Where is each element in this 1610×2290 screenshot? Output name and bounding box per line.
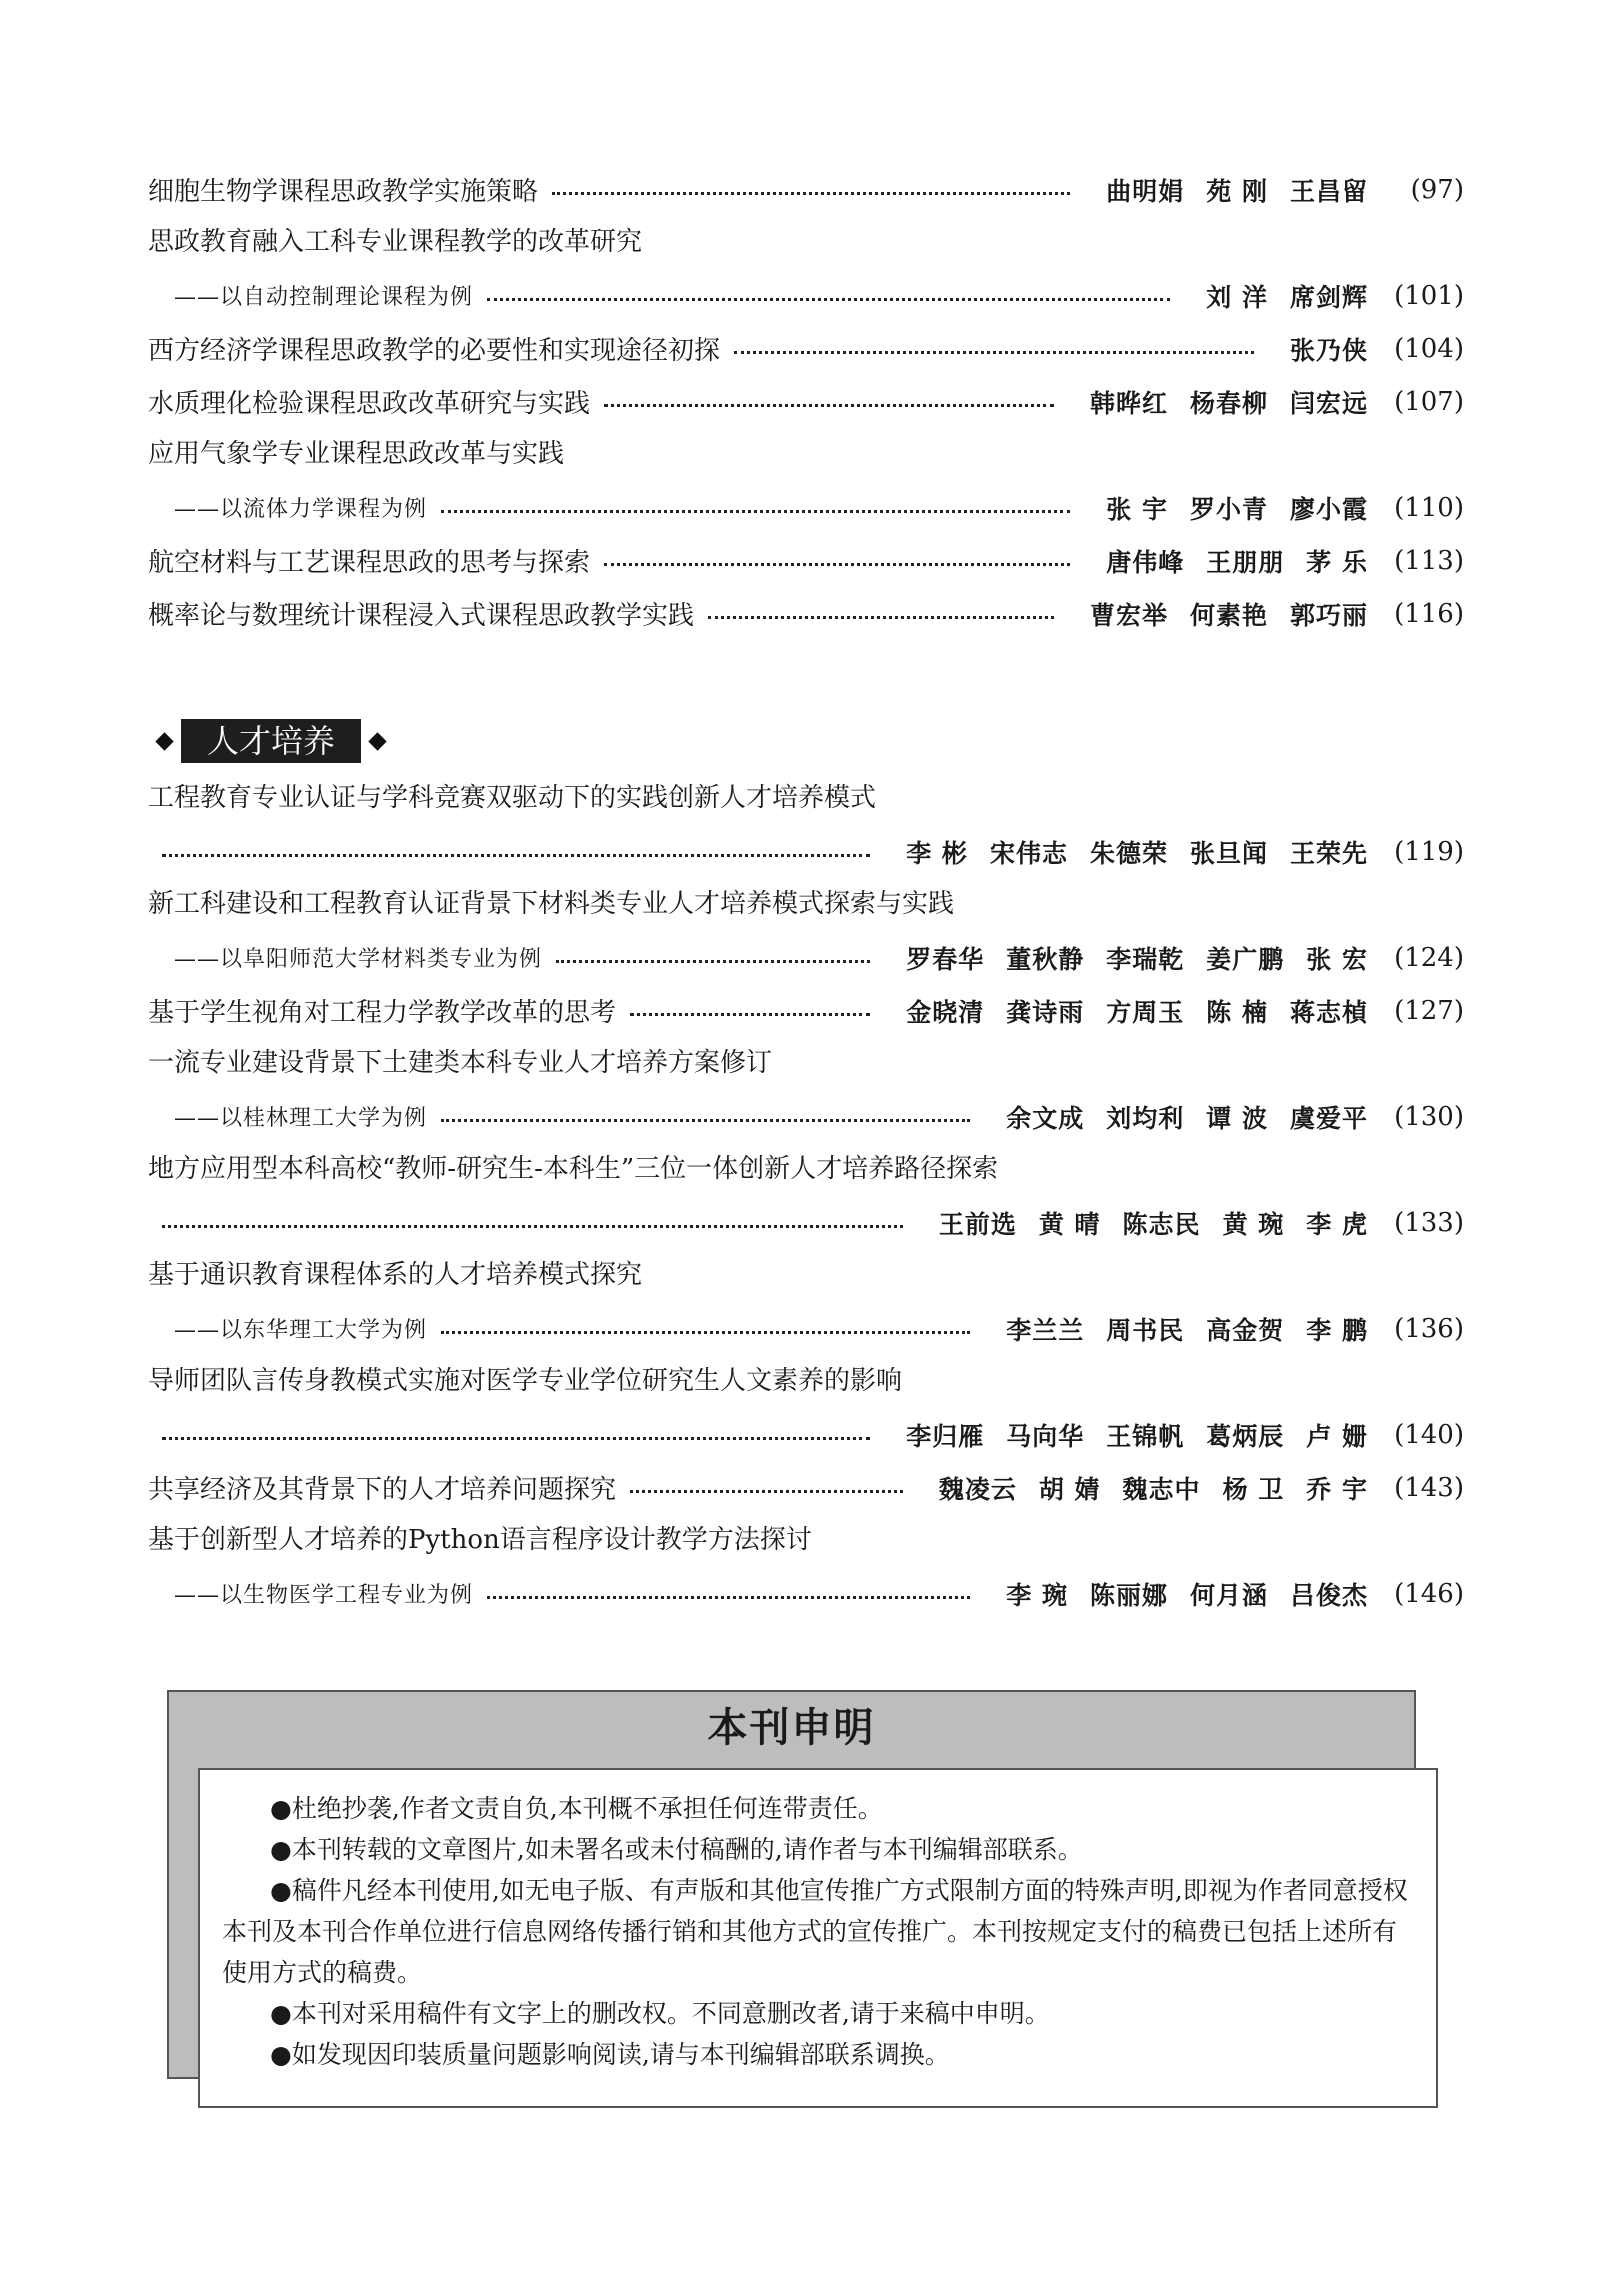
author-name: 卢 姗 <box>1306 1421 1368 1451</box>
dot-leader <box>441 510 1070 513</box>
page-number: (127) <box>1394 995 1464 1026</box>
toc-entry <box>148 587 1464 640</box>
author-name: 何月涵 <box>1189 1580 1268 1610</box>
author-name: 方周玉 <box>1106 997 1185 1027</box>
entry-authors <box>884 940 1368 976</box>
toc-entry <box>148 375 1464 428</box>
entry-subtitle: ——以东华理工大学为例 <box>174 1318 428 1343</box>
toc-entry <box>148 878 1464 984</box>
entry-authors <box>1068 384 1368 420</box>
entry-authors <box>1068 596 1368 632</box>
entry-title: 一流专业建设背景下土建类本科专业人才培养方案修订 <box>148 1048 773 1078</box>
author-name: 张旦闻 <box>1189 838 1268 868</box>
notice-item: ●杜绝抄袭,作者文责自负,本刊概不承担任何连带责任。 <box>270 1794 883 1823</box>
notice-item: ●本刊转载的文章图片,如未署名或未付稿酬的,请作者与本刊编辑部联系。 <box>270 1835 1083 1864</box>
dot-leader <box>734 351 1254 354</box>
entry-authors <box>1084 543 1368 579</box>
notice-title: 本刊申明 <box>707 1705 876 1751</box>
author-name: 魏志中 <box>1122 1474 1201 1504</box>
entry-row <box>148 931 1464 984</box>
entry-subtitle: ——以桂林理工大学为例 <box>174 1106 428 1131</box>
author-name: 董秋静 <box>1006 944 1085 974</box>
author-name: 余文成 <box>1006 1103 1085 1133</box>
dot-leader <box>487 298 1170 301</box>
author-name: 席剑辉 <box>1289 282 1368 312</box>
entry-authors <box>884 834 1368 870</box>
page-number: (136) <box>1394 1313 1464 1344</box>
page-number: (97) <box>1410 174 1464 205</box>
author-name: 何素艳 <box>1189 600 1268 630</box>
dot-leader <box>630 1490 903 1493</box>
toc-entry <box>148 1143 1464 1249</box>
author-name: 周书民 <box>1106 1315 1185 1345</box>
entry-authors <box>984 1099 1368 1135</box>
author-name: 廖小霞 <box>1289 494 1368 524</box>
entry-title: 基于学生视角对工程力学教学改革的思考 <box>148 998 617 1028</box>
author-name: 闫宏远 <box>1289 388 1368 418</box>
dot-leader <box>630 1013 870 1016</box>
entry-title: 共享经济及其背景下的人才培养问题探究 <box>148 1475 617 1505</box>
author-name: 陈 楠 <box>1206 997 1268 1027</box>
dot-leader <box>552 192 1070 195</box>
toc-entry <box>148 1461 1464 1514</box>
entry-row <box>148 322 1464 375</box>
author-name: 魏凌云 <box>938 1474 1017 1504</box>
entry-title: 应用气象学专业课程思政改革与实践 <box>148 439 565 469</box>
page-number: (140) <box>1394 1419 1464 1450</box>
entry-row <box>148 587 1464 640</box>
author-name: 胡 婧 <box>1038 1474 1101 1504</box>
toc-entry <box>148 534 1464 587</box>
entry-authors <box>984 1311 1368 1347</box>
author-name: 罗春华 <box>906 944 985 974</box>
entry-row <box>148 375 1464 428</box>
entry-subtitle: ——以自动控制理论课程为例 <box>174 285 474 310</box>
author-name: 罗小青 <box>1189 494 1268 524</box>
entry-title: 西方经济学课程思政教学的必要性和实现途径初探 <box>148 336 721 366</box>
notice-item: ●本刊对采用稿件有文字上的删改权。不同意删改者,请于来稿中申明。 <box>270 1999 1050 2028</box>
author-name: 刘 洋 <box>1206 282 1268 312</box>
author-name: 龚诗雨 <box>1006 997 1085 1027</box>
author-name: 高金贺 <box>1206 1315 1285 1345</box>
author-name: 郭巧丽 <box>1289 600 1368 630</box>
author-name: 苑 刚 <box>1206 176 1268 206</box>
entry-authors <box>884 993 1368 1029</box>
author-name: 李 彬 <box>906 838 968 868</box>
author-name: 虞爱平 <box>1289 1103 1368 1133</box>
entry-row <box>148 1567 1464 1620</box>
dot-leader <box>708 616 1054 619</box>
entry-authors <box>1268 331 1368 367</box>
entry-row <box>148 984 1464 1037</box>
author-name: 李瑞乾 <box>1106 944 1185 974</box>
entry-row <box>148 1302 1464 1355</box>
notice-item: ●稿件凡经本刊使用,如无电子版、有声版和其他宣传推广方式限制方面的特殊声明,即视为作者同意授权本刊及本刊合作单位进行信息网络传播行销和其他方式的宣传推广。本刊按规定支付的稿费已包括上述所有使用方式的稿费。 <box>222 1876 1408 1987</box>
author-name: 葛炳辰 <box>1206 1421 1285 1451</box>
author-name: 陈丽娜 <box>1089 1580 1168 1610</box>
page-number: (130) <box>1394 1101 1464 1132</box>
entry-title: 地方应用型本科高校“教师-研究生-本科生”三位一体创新人才培养路径探索 <box>148 1154 999 1184</box>
diamond-icon <box>368 732 386 750</box>
author-name: 李 琬 <box>1006 1580 1068 1610</box>
entry-title: 概率论与数理统计课程浸入式课程思政教学实践 <box>148 601 695 631</box>
author-name: 杨 卫 <box>1222 1474 1285 1504</box>
toc-entry <box>148 216 1464 322</box>
section-heading <box>148 718 394 764</box>
author-name: 朱德荣 <box>1089 838 1168 868</box>
notice-item: ●如发现因印装质量问题影响阅读,请与本刊编辑部联系调换。 <box>270 2040 950 2069</box>
author-name: 王前选 <box>938 1209 1017 1239</box>
entry-authors <box>984 1576 1368 1612</box>
toc-entry <box>148 428 1464 534</box>
author-name: 张 宇 <box>1106 494 1168 524</box>
toc-entry <box>148 1037 1464 1143</box>
author-name: 张 宏 <box>1306 944 1368 974</box>
author-name: 唐伟峰 <box>1106 547 1185 577</box>
entry-subtitle: ——以生物医学工程专业为例 <box>174 1583 474 1608</box>
author-name: 王锦帆 <box>1106 1421 1185 1451</box>
author-name: 李兰兰 <box>1006 1315 1085 1345</box>
dot-leader <box>162 1437 870 1440</box>
page-number: (107) <box>1394 386 1464 417</box>
entry-subtitle: ——以流体力学课程为例 <box>174 497 428 522</box>
author-name: 茅 乐 <box>1306 547 1368 577</box>
entry-authors <box>1084 172 1368 208</box>
author-name: 蒋志楨 <box>1289 997 1368 1027</box>
page-number: (110) <box>1394 492 1464 523</box>
page-number: (116) <box>1394 598 1464 629</box>
entry-title: 基于通识教育课程体系的人才培养模式探究 <box>148 1260 643 1290</box>
page-number: (124) <box>1394 942 1464 973</box>
dot-leader <box>441 1331 970 1334</box>
author-name: 乔 宇 <box>1306 1474 1368 1504</box>
toc-entry <box>148 1355 1464 1461</box>
dot-leader <box>441 1119 970 1122</box>
author-name: 马向华 <box>1006 1421 1085 1451</box>
entry-authors <box>917 1205 1368 1241</box>
toc-entry <box>148 322 1464 375</box>
dot-leader <box>162 1225 903 1228</box>
author-name: 陈志民 <box>1122 1209 1201 1239</box>
page-number: (146) <box>1394 1578 1464 1609</box>
author-name: 宋伟志 <box>989 838 1068 868</box>
entry-title: 水质理化检验课程思政改革研究与实践 <box>148 389 591 419</box>
page-number: (101) <box>1394 280 1464 311</box>
entry-title: 细胞生物学课程思政教学实施策略 <box>148 177 539 207</box>
author-name: 王朋朋 <box>1206 547 1285 577</box>
author-name: 李 虎 <box>1306 1209 1368 1239</box>
entry-row <box>148 534 1464 587</box>
author-name: 谭 波 <box>1206 1103 1268 1133</box>
entry-row <box>148 825 1464 878</box>
author-name: 韩晔红 <box>1089 388 1168 418</box>
author-name: 王昌留 <box>1289 176 1368 206</box>
page-number: (104) <box>1394 333 1464 364</box>
author-name: 黄 晴 <box>1038 1209 1101 1239</box>
entry-row <box>148 1090 1464 1143</box>
entry-authors <box>884 1417 1368 1453</box>
author-name: 曲明娟 <box>1106 176 1185 206</box>
entry-row <box>148 1196 1464 1249</box>
page-number: (113) <box>1394 545 1464 576</box>
author-name: 刘均利 <box>1106 1103 1185 1133</box>
author-name: 杨春柳 <box>1189 388 1268 418</box>
entry-row <box>148 269 1464 322</box>
entry-row <box>148 163 1464 216</box>
entry-row <box>148 1461 1464 1514</box>
author-name: 吕俊杰 <box>1289 1580 1368 1610</box>
entry-title: 基于创新型人才培养的Python语言程序设计教学方法探讨 <box>148 1525 812 1555</box>
author-name: 曹宏举 <box>1089 600 1168 630</box>
page-number: (119) <box>1394 836 1464 867</box>
entry-row <box>148 481 1464 534</box>
author-name: 王荣先 <box>1289 838 1368 868</box>
author-name: 李 鹏 <box>1306 1315 1368 1345</box>
toc-entry <box>148 772 1464 878</box>
entry-title: 工程教育专业认证与学科竞赛双驱动下的实践创新人才培养模式 <box>148 783 877 813</box>
dot-leader <box>162 854 870 857</box>
entry-title: 导师团队言传身教模式实施对医学专业学位研究生人文素养的影响 <box>148 1366 903 1396</box>
entry-authors <box>1184 278 1368 314</box>
entry-title: 航空材料与工艺课程思政的思考与探索 <box>148 548 591 578</box>
entry-authors <box>1084 490 1368 526</box>
toc-entry <box>148 1249 1464 1355</box>
toc-entry <box>148 163 1464 216</box>
author-name: 金晓清 <box>906 997 985 1027</box>
entry-row <box>148 1408 1464 1461</box>
notice-box <box>198 1768 1438 2108</box>
dot-leader <box>556 960 870 963</box>
author-name: 黄 琬 <box>1222 1209 1285 1239</box>
page-number: (143) <box>1394 1472 1464 1503</box>
dot-leader <box>604 563 1070 566</box>
toc-entry <box>148 984 1464 1037</box>
diamond-icon <box>155 732 173 750</box>
author-name: 姜广鹏 <box>1206 944 1285 974</box>
toc-entry <box>148 1514 1464 1620</box>
section-label: 人才培养 <box>181 719 361 763</box>
page-number: (133) <box>1394 1207 1464 1238</box>
entry-authors <box>917 1470 1368 1506</box>
entry-subtitle: ——以阜阳师范大学材料类专业为例 <box>174 947 543 972</box>
entry-title: 新工科建设和工程教育认证背景下材料类专业人才培养模式探索与实践 <box>148 889 955 919</box>
dot-leader <box>487 1596 970 1599</box>
dot-leader <box>604 404 1054 407</box>
entry-title: 思政教育融入工科专业课程教学的改革研究 <box>148 227 643 257</box>
author-name: 李归雁 <box>906 1421 985 1451</box>
author-name: 张乃侠 <box>1289 335 1368 365</box>
